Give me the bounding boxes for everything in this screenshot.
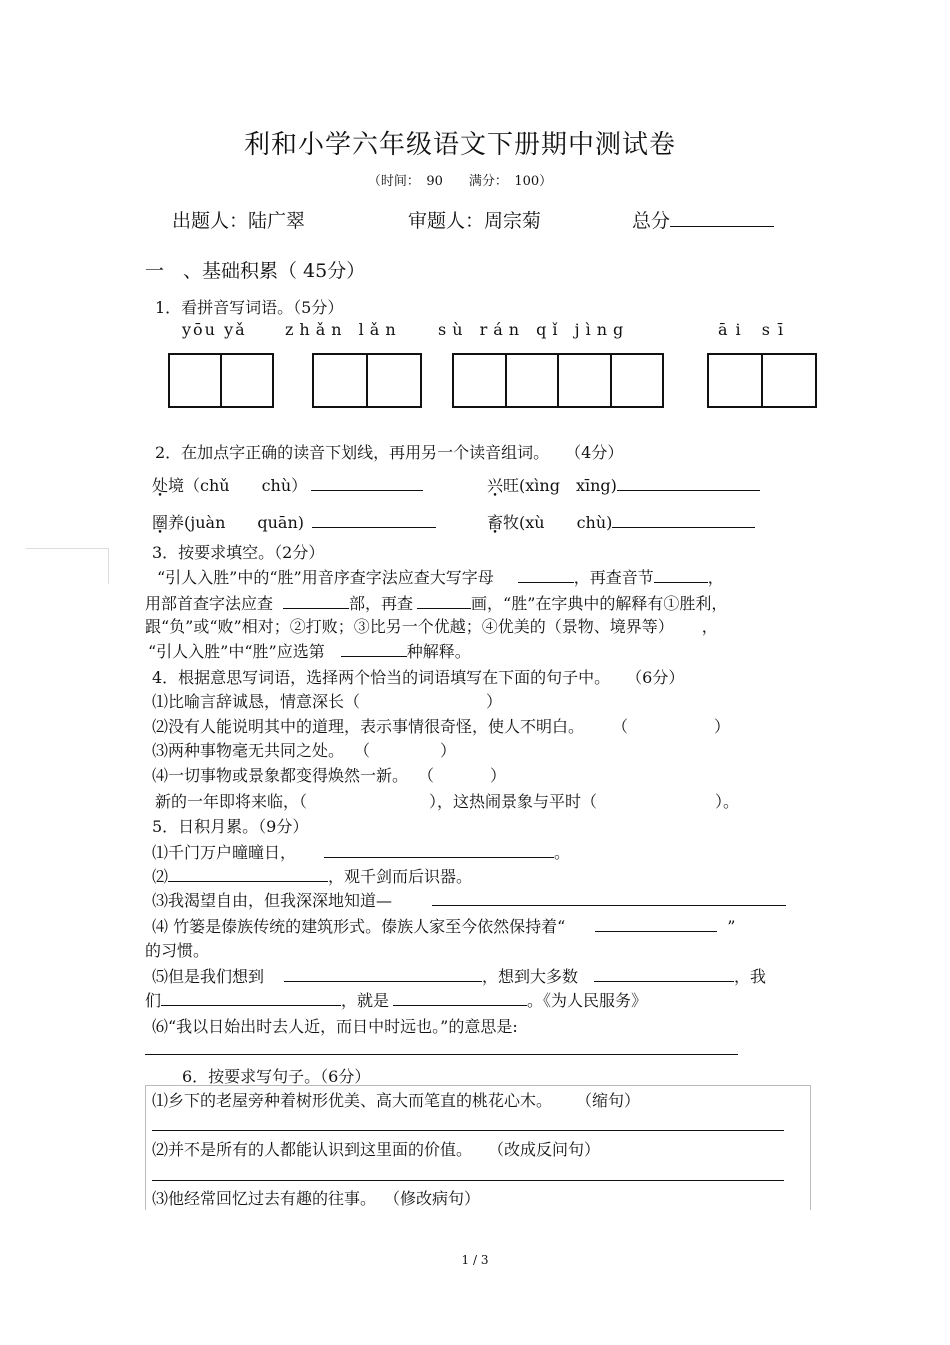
q3-line-3: 跟“负”或“败”相对；②打败；③比另一个优越；④优美的（景物、境界等） ， [145, 617, 718, 636]
q5-line-7: ⑹“我以日始出时去人近，而日中时远也。”的意思是: [152, 1017, 518, 1036]
q3-line-4: “引人入胜”中“胜”应选第 种解释。 [148, 642, 471, 661]
q5-blank[interactable] [324, 843, 554, 858]
q5-line-2: ⑵ ，观千剑而后识器。 [152, 867, 473, 886]
q1-pinyin-4: āi sī [718, 320, 792, 339]
q2-blank[interactable] [612, 513, 755, 528]
q6-sentence-3: ⑶他经常回忆过去有趣的往事。 （修改病句） [152, 1189, 481, 1208]
q5-blank[interactable] [284, 967, 482, 982]
dotted-char: 畜 [487, 513, 504, 532]
q2-item-3: 圈养(juàn quān) [152, 510, 436, 533]
q4-sentence: 新的一年即将来临，（ ），这热闹景象与平时（ ）。 [155, 792, 740, 811]
page-number: 1 / 3 [461, 1253, 489, 1267]
total-score-label [632, 206, 774, 233]
q4-item-1: ⑴比喻言辞诚恳，情意深长（ ） [152, 692, 503, 711]
q2-item-1: 处境（chǔ chù） [152, 473, 423, 496]
q5-blank[interactable] [393, 991, 527, 1006]
q3-blank[interactable] [518, 568, 574, 583]
setter-label: 出题人：陆广翠 [172, 210, 306, 232]
page-title: 利和小学六年级语文下册期中测试卷 [243, 130, 676, 160]
q3-blank[interactable] [417, 594, 471, 609]
answer-cell[interactable] [368, 355, 420, 406]
q2-blank[interactable] [312, 513, 436, 528]
answer-cell[interactable] [612, 355, 663, 406]
q5-blank[interactable] [168, 867, 328, 882]
answer-cell[interactable] [709, 355, 763, 406]
total-score-blank[interactable] [670, 212, 774, 227]
q5-blank[interactable] [161, 991, 341, 1006]
answer-cell[interactable] [454, 355, 507, 406]
answer-boxes-4[interactable] [707, 353, 817, 408]
q3-blank[interactable] [654, 568, 708, 583]
q5-line-3: ⑶我渴望自由，但我深深地知道— [152, 888, 786, 911]
q5-line-1: ⑴千门万户曈曈日， 。 [152, 843, 571, 862]
q1-pinyin-3: sù rán qǐ jìng [438, 320, 630, 339]
answer-boxes-2[interactable] [312, 353, 422, 408]
q6-prompt: 6．按要求写句子。（6分） [182, 1067, 371, 1086]
q5-line-4b: 的习惯。 [145, 941, 210, 960]
q4-item-2: ⑵没有人能说明其中的道理，表示事情很奇怪，使人不明白。 （ ） [152, 717, 731, 736]
q5-blank[interactable] [432, 891, 786, 906]
q4-item-4: ⑷一切事物或景象都变得焕然一新。 （ ） [152, 766, 507, 785]
q2-prompt: 2．在加点字正确的读音下划线，再用另一个读音组词。 （4分） [155, 443, 624, 462]
q6-answer-line-2[interactable] [152, 1180, 784, 1181]
q5-line-6: 们 ，就是 。《为人民服务》 [145, 991, 648, 1010]
q2-blank[interactable] [617, 476, 760, 491]
q1-prompt: 1．看拼音写词语。（5分） [155, 298, 344, 317]
margin-mark [108, 548, 109, 584]
dotted-char: 圈 [152, 513, 169, 532]
q6-sentence-2: ⑵并不是所有的人都能认识到这里面的价值。 （改成反问句） [152, 1140, 601, 1159]
answer-boxes-1[interactable] [168, 353, 274, 408]
answer-cell[interactable] [314, 355, 368, 406]
answer-cell[interactable] [507, 355, 560, 406]
q3-prompt: 3．按要求填空。（2分） [152, 543, 325, 562]
answer-cell[interactable] [763, 355, 815, 406]
q5-blank[interactable] [595, 917, 717, 932]
q6-sentence-1: ⑴乡下的老屋旁种着树形优美、高大而笔直的桃花心木。 （缩句） [152, 1091, 641, 1110]
q2-item-4: 畜牧(xù chù) [487, 510, 755, 533]
q1-pinyin-1: yōu yǎ [182, 320, 247, 339]
dotted-char: 兴 [487, 476, 504, 495]
reviewer-label: 审题人：周宗菊 [408, 210, 542, 232]
q5-prompt: 5．日积月累。（9分） [152, 817, 309, 836]
q3-blank[interactable] [341, 642, 407, 657]
q4-item-3: ⑶两种事物毫无共同之处。 （ ） [152, 741, 457, 760]
q6-answer-line-1[interactable] [152, 1130, 784, 1131]
q5-line-5: ⑸但是我们想到 ，想到大多数 ，我 [152, 967, 767, 986]
answer-cell[interactable] [222, 355, 272, 406]
q3-line-2: 用部首查字法应查 部，再查 画，“胜”在字典中的解释有①胜利， [145, 594, 728, 613]
q3-line-1: “引人入胜”中的“胜”用音序查字法应查大写字母 ，再查音节 ， [157, 568, 724, 587]
answer-cell[interactable] [170, 355, 222, 406]
margin-mark [26, 548, 108, 549]
q2-item-2: 兴旺(xìng xīng) [487, 473, 760, 496]
q4-prompt: 4．根据意思写词语，选择两个恰当的词语填写在下面的句子中。 （6分） [152, 668, 685, 687]
total-score-text: 总分 [632, 210, 671, 232]
answer-cell[interactable] [559, 355, 612, 406]
exam-subtitle: （时间： 90 满分： 100） [367, 174, 553, 189]
q2-blank[interactable] [311, 476, 423, 491]
dotted-char: 处 [152, 476, 169, 495]
q3-blank[interactable] [283, 594, 349, 609]
section-title: 一 、基础积累（ 45分） [145, 260, 366, 282]
q5-line-4: ⑷ 竹篓是傣族传统的建筑形式。傣族人家至今依然保持着“ ” [152, 917, 736, 936]
q5-blank[interactable] [594, 967, 734, 982]
q5-answer-line[interactable] [145, 1054, 738, 1055]
answer-boxes-3[interactable] [452, 353, 664, 408]
q1-pinyin-2: zhǎn lǎn [285, 320, 402, 339]
